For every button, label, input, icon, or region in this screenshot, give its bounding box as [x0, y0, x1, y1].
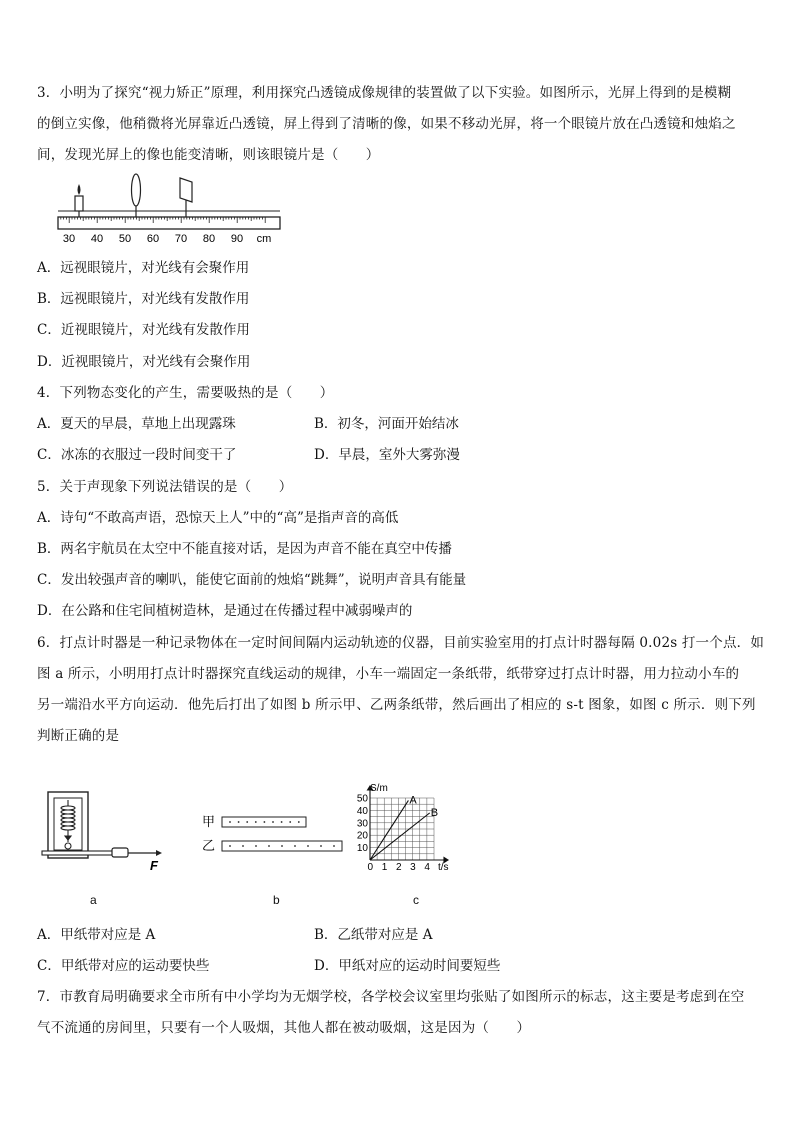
- q7-stem-line-2: 气不流通的房间里，只要有一个人吸烟，其他人都在被动吸烟，这是因为（ ）: [37, 1020, 531, 1036]
- tape-dot: [272, 821, 274, 823]
- fig-a-caption: a: [90, 893, 97, 907]
- candle-icon: [75, 184, 83, 217]
- x-tick-label: 3: [410, 862, 416, 873]
- tape-dot: [238, 821, 240, 823]
- tape-dot: [307, 845, 309, 847]
- x-axis-label: t/s: [438, 862, 449, 873]
- optical-bench-figure: [40, 170, 290, 250]
- series-line-A: [370, 800, 408, 860]
- q4-option-c[interactable]: C．冰冻的衣服过一段时间变干了: [37, 447, 237, 463]
- fig-b-caption: b: [273, 893, 280, 907]
- q4-option-d[interactable]: D．早晨，室外大雾弥漫: [314, 447, 460, 463]
- q6-stem-line-3: 另一端沿水平方向运动．他先后打出了如图 b 所示甲、乙两条纸带，然后画出了相应的 s-t 图象，如图 c 所示．则下列: [37, 697, 756, 713]
- q3-option-a[interactable]: A．远视眼镜片，对光线有会聚作用: [37, 260, 250, 276]
- tape-dot: [298, 821, 300, 823]
- q5-option-b[interactable]: B．两名宇航员在太空中不能直接对话，是因为声音不能在真空中传播: [37, 541, 452, 557]
- fig-c-caption: c: [413, 893, 419, 907]
- x-tick-label: 4: [424, 862, 430, 873]
- y-axis-label: S/m: [370, 783, 388, 794]
- q3-option-c[interactable]: C．近视眼镜片，对光线有发散作用: [37, 322, 250, 338]
- q6-option-a[interactable]: A．甲纸带对应是 A: [37, 927, 156, 943]
- force-arrow-icon: [156, 850, 162, 856]
- q3-option-b[interactable]: B．远视眼镜片，对光线有发散作用: [37, 291, 250, 307]
- q4-option-b[interactable]: B．初冬，河面开始结冰: [314, 416, 459, 432]
- q6-option-d[interactable]: D．甲纸对应的运动时间要短些: [314, 958, 501, 974]
- paper-tapes-figure: [200, 808, 350, 858]
- q5-option-c[interactable]: C．发出较强声音的喇叭，能使它面前的烛焰“跳舞”，说明声音具有能量: [37, 572, 467, 588]
- tape-dot: [255, 845, 257, 847]
- q3-stem-line-1: 3．小明为了探究“视力矫正”原理，利用探究凸透镜成像规律的装置做了以下实验。如图所示，光屏上得到的是模糊: [37, 85, 732, 101]
- y-tick-label: 50: [356, 793, 368, 805]
- ruler-tick-60: 60: [146, 233, 160, 245]
- ruler-tick-80: 80: [202, 233, 216, 245]
- q3-stem-line-2: 的倒立实像，他稍微将光屏靠近凸透镜，屏上得到了清晰的像，如果不移动光屏，将一个眼镜片放在凸透镜和烛焰之: [37, 116, 736, 132]
- q6-option-b[interactable]: B．乙纸带对应是 A: [314, 927, 433, 943]
- tape-dot: [255, 821, 257, 823]
- x-tick-label: 0: [367, 862, 374, 873]
- tape-dot: [242, 845, 244, 847]
- q3-stem-line-3: 间，发现光屏上的像也能变清晰，则该眼镜片是（ ）: [37, 147, 380, 163]
- q5-option-a[interactable]: A．诗句“不敢高声语，恐惊天上人”中的“高”是指声音的高低: [37, 510, 399, 526]
- q5-stem: 5．关于声现象下列说法错误的是（ ）: [37, 479, 293, 495]
- q5-option-d[interactable]: D．在公路和住宅间植树造林，是通过在传播过程中减弱噪声的: [37, 603, 413, 619]
- tape-dot: [229, 845, 231, 847]
- ruler-tick-40: 40: [90, 233, 104, 245]
- ruler-tick-cm: cm: [256, 233, 272, 245]
- q7-stem-line-1: 7．市教育局明确要求全市所有中小学均为无烟学校，各学校会议室里均张贴了如图所示的标志，这主要是考虑到在空: [37, 989, 745, 1005]
- tape-dot: [281, 821, 283, 823]
- ticker-timer-figure: [38, 790, 168, 880]
- tape-dot: [294, 845, 296, 847]
- tape-dot: [281, 845, 283, 847]
- tape-dot: [264, 821, 266, 823]
- q6-stem-line-2: 图 a 所示，小明用打点计时器探究直线运动的规律，小车一端固定一条纸带，纸带穿过打点计时器，用力拉动小车的: [37, 666, 740, 682]
- series-line-B: [370, 813, 430, 860]
- paper-tape: [42, 851, 116, 855]
- tape-dot: [320, 845, 322, 847]
- q3-option-d[interactable]: D．近视眼镜片，对光线有会聚作用: [37, 354, 251, 370]
- tape-dot: [268, 845, 270, 847]
- st-graph: [352, 782, 462, 880]
- series-label-B: B: [430, 806, 439, 819]
- x-tick-label: 1: [381, 862, 388, 873]
- q6-stem-line-1: 6．打点计时器是一种记录物体在一定时间间隔内运动轨迹的仪器，目前实验室用的打点计时器每隔 0.02s 打一个点．如: [37, 635, 765, 651]
- y-tick-label: 20: [356, 830, 368, 842]
- q4-option-a[interactable]: A．夏天的早晨，草地上出现露珠: [37, 416, 236, 432]
- force-label: F: [150, 858, 158, 873]
- tape-dot: [333, 845, 335, 847]
- ruler-tick-30: 30: [62, 233, 76, 245]
- tape-dot: [246, 821, 248, 823]
- y-tick-label: 30: [356, 818, 368, 830]
- q4-stem: 4．下列物态变化的产生，需要吸热的是（ ）: [37, 385, 334, 401]
- ruler-tick-50: 50: [118, 233, 132, 245]
- y-tick-label: 40: [356, 805, 368, 817]
- q6-stem-line-4: 判断正确的是: [37, 728, 120, 744]
- tape-jia-label: 甲: [202, 814, 216, 829]
- series-label-A: A: [409, 794, 417, 807]
- tape-yi-label: 乙: [202, 838, 216, 853]
- cart-icon: [112, 848, 128, 857]
- tape-dot: [289, 821, 291, 823]
- y-tick-label: 10: [356, 843, 368, 855]
- ruler-tick-90: 90: [230, 233, 244, 245]
- q6-option-c[interactable]: C．甲纸带对应的运动要快些: [37, 958, 210, 974]
- ruler-tick-70: 70: [174, 233, 188, 245]
- x-tick-label: 2: [395, 862, 402, 873]
- tape-dot: [229, 821, 231, 823]
